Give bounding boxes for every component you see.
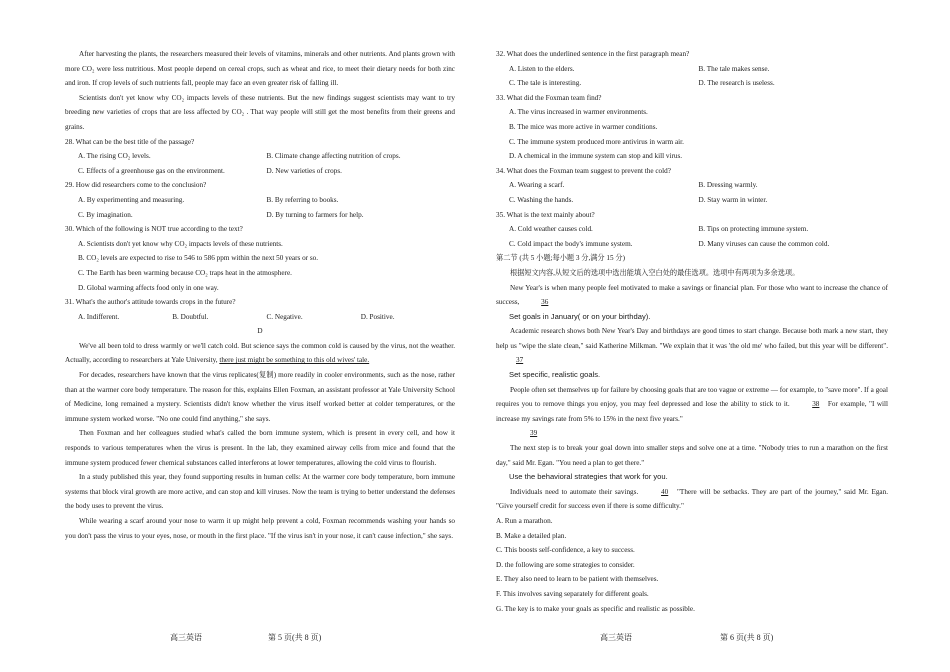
cloze-paragraph-1: New Year's is when many people feel motivated to make a savings or financial plan. For those who want to increase the chance of success, 36 [496,281,888,310]
option: C. The immune system produced more antivirus in warm air. [509,137,684,146]
question-30-options [65,237,455,295]
section-instructions: 根据短文内容,从短文后的选项中选出能填入空白处的最佳选项。选项中有两项为多余选项。 [510,268,800,277]
option: D. Many viruses can cause the common cold. [698,239,830,248]
choice-item: B. Make a detailed plan. [496,531,567,540]
question-34-options [496,178,888,207]
cloze-paragraph-4 [496,426,888,441]
left-page-column [65,47,455,543]
choice-item: A. Run a marathon. [496,517,553,525]
left-footer-page-number: 第 5 页(共 8 页) [268,633,322,642]
option: A. Cold weather causes cold. [509,225,593,234]
choice-item: F. This involves saving separately for different goals. [496,589,649,598]
question-28-options [65,149,455,178]
option: A. Listen to the elders. [509,64,575,73]
option: D. New varieties of crops. [266,166,342,175]
passage-d-paragraph-3: Then Foxman and her colleagues studied what's called the born immune system, which is present in every cell, and how it responds to various temperatures when the virus is present. In the lab, they examined airway cells from mice and found that the immune system produced fewer chemical substances called interferons at lower temperatures, allowing the cold virus to flourish. [65,429,455,467]
option: C. By imagination. [78,210,133,219]
option: A. The virus increased in warmer environments. [509,108,648,117]
choice-item: C. This boosts self-confidence, a key to success. [496,546,635,555]
question-32-stem: 32. What does the underlined sentence in the first paragraph mean? [496,50,690,58]
option: C. Washing the hands. [509,195,574,204]
option: C. The tale is interesting. [509,79,582,88]
choice-item: D. the following are some strategies to consider. [496,560,635,569]
passage-d-paragraph-2: For decades, researchers have known that the virus replicates(复制) more readily in cooler environments, such as the nose, rather than at the warmer core body temperature. The reason for this, explains Ellen Foxman, an assistant professor at Yale University School of Medicine, long remained a mystery. Scientists didn't know whether the virus itself worked better at colder temperatures, or the immune system worked worse. "No one could find anything," she says. [65,371,455,423]
option: C. The Earth has been warming because CO₂ traps heat in the atmosphere. [78,268,292,277]
option: A. Scientists don't yet know why CO₂ impacts levels of these nutrients. [78,239,283,248]
question-29-options [65,193,455,222]
question-35-stem: 35. What is the text mainly about? [496,210,595,219]
passage-c-paragraph-2: Scientists don't yet know why CO₂ impacts levels of these nutrients. But the new findings suggest scientists may want to try breeding new varieties of crops that are less affected by CO₂ . That way people will still get the most benefits from their greens and grains. [65,93,455,131]
question-35-options [496,222,888,251]
option: B. Tips on protecting immune system. [698,225,809,234]
heading-specific-goals: Set specific, realistic goals. [509,370,601,380]
passage-d-paragraph-1: We've all been told to dress warmly or we'll catch cold. But science says the common cold is caused by the virus, not the weather. Actually, according to researchers at Yale University, there just might be something to this old wives' tale. [65,341,455,365]
option: D. By turning to farmers for help. [266,210,364,219]
question-34-stem: 34. What does the Foxman team suggest to prevent the cold? [496,166,671,175]
option: B. The tale makes sense. [698,64,770,73]
option: C. Cold impact the body's immune system. [509,239,633,248]
passage-d-paragraph-5: While wearing a scarf around your nose to warm it up might help prevent a cold, Foxman recommends washing your hands so you don't pass the virus to your eyes, nose, or mouth in the first place. "If the virus isn't in your nose, it can't cause infection," she says. [65,517,455,540]
question-31-options [65,310,455,325]
blank-39: 39 [530,429,538,438]
blank-38: 38 [812,400,820,409]
option: C. Negative. [266,312,303,321]
option: D. The research is useless. [698,79,775,88]
option: C. Effects of a greenhouse gas on the environment. [78,166,225,175]
cloze-paragraph-6: Individuals need to automate their savings. 40 "There will be setbacks. They are part of the journey," said Mr. Egan. "Give yourself credit for success even if there is some difficulty." [496,485,888,514]
option: B. Climate change affecting nutrition of crops. [266,152,401,161]
question-32-options [496,62,888,91]
option: B. Dressing warmly. [698,181,758,190]
choice-item: G. The key is to make your goals as specific and realistic as possible. [496,604,695,613]
choice-list [496,514,888,616]
heading-set-goals-in-january: Set goals in January( or on your birthday). [509,311,651,321]
underlined-sentence: there just might be something to this old wives' tale. [219,356,370,365]
option: A. Indifferent. [78,312,120,321]
question-31-stem: 31. What's the author's attitude towards crops in the future? [65,298,236,307]
cloze-paragraph-2: Academic research shows both New Year's Day and birthdays are good times to start change. Because both mark a new start, they help us "wipe the slate clean," said Katherine Milkman. "We explain that it was 'the old me' who failed, but this year will be different". 37 [496,324,888,368]
option: D. Stay warm in winter. [698,195,768,204]
blank-40: 40 [661,487,669,496]
left-footer-subject: 高三英语 [170,633,202,642]
heading-behavioral-strategies: Use the behavioral strategies that work for you. [509,472,668,482]
blank-36: 36 [541,298,549,307]
option: D. Positive. [360,312,395,321]
option: A. The rising CO₂ levels. [78,152,151,161]
right-footer-page-number: 第 6 页(共 8 页) [720,633,774,642]
option: B. By referring to books. [266,195,339,204]
question-33-options [496,105,888,163]
blank-37: 37 [516,356,524,365]
right-footer-subject: 高三英语 [600,633,632,642]
cloze-paragraph-3: People often set themselves up for failure by choosing goals that are too vague or extreme — for example, to "save more". If a goal requires you to remove things you enjoy, you may feel depressed and lose the ability to stick to it. 38 For example, "I will increase my savings rate from 5% to 15% in the next five years." [496,385,889,423]
option: A. Wearing a scarf. [509,181,565,190]
section-title: 第二节 (共 5 小题;每小题 3 分,满分 15 分) [496,254,625,263]
passage-c-paragraph-1: After harvesting the plants, the researchers measured their levels of vitamins, minerals and other nutrients. And plants grown with more CO₂ were less nutritious. Most people depend on cereal crops, such as wheat and rice, to meet their dietary needs for both zinc and iron. If crop levels of such nutrients fall, people may face an even greater risk of falling ill. [65,50,455,88]
option: D. Global warming affects food only in one way. [78,283,219,292]
option: B. Doubtful. [172,312,209,321]
question-33-stem: 33. What did the Foxman team find? [496,93,602,102]
cloze-paragraph-5: The next step is to break your goal down into smaller steps and solve one at a time. "Nobody tries to run a marathon on the first day," said Mr. Egan. "You need a plan to get there." [496,444,888,467]
right-page-column [496,47,888,616]
passage-d-paragraph-4: In a study published this year, they found supporting results in human cells: At the warmer core body temperature, born immune systems that block viral growth are more active, and can stop and kill viruses. Now the team is trying to better understand the defenses the body uses to prevent the virus. [65,473,455,511]
option: B. CO₂ levels are expected to rise to 546 to 586 ppm within the next 50 years or so. [78,254,319,263]
option: D. A chemical in the immune system can stop and kill virus. [509,152,683,161]
choice-item: E. They also need to learn to be patient with themselves. [496,575,659,584]
section-letter-d: D [257,327,263,336]
option: A. By experimenting and measuring. [78,195,185,204]
question-30-stem: 30. Which of the following is NOT true according to the text? [65,225,243,234]
question-28-stem: 28. What can be the best title of the passage? [65,137,195,146]
option: B. The mice was more active in warmer conditions. [509,122,658,131]
question-29-stem: 29. How did researchers come to the conclusion? [65,181,207,190]
